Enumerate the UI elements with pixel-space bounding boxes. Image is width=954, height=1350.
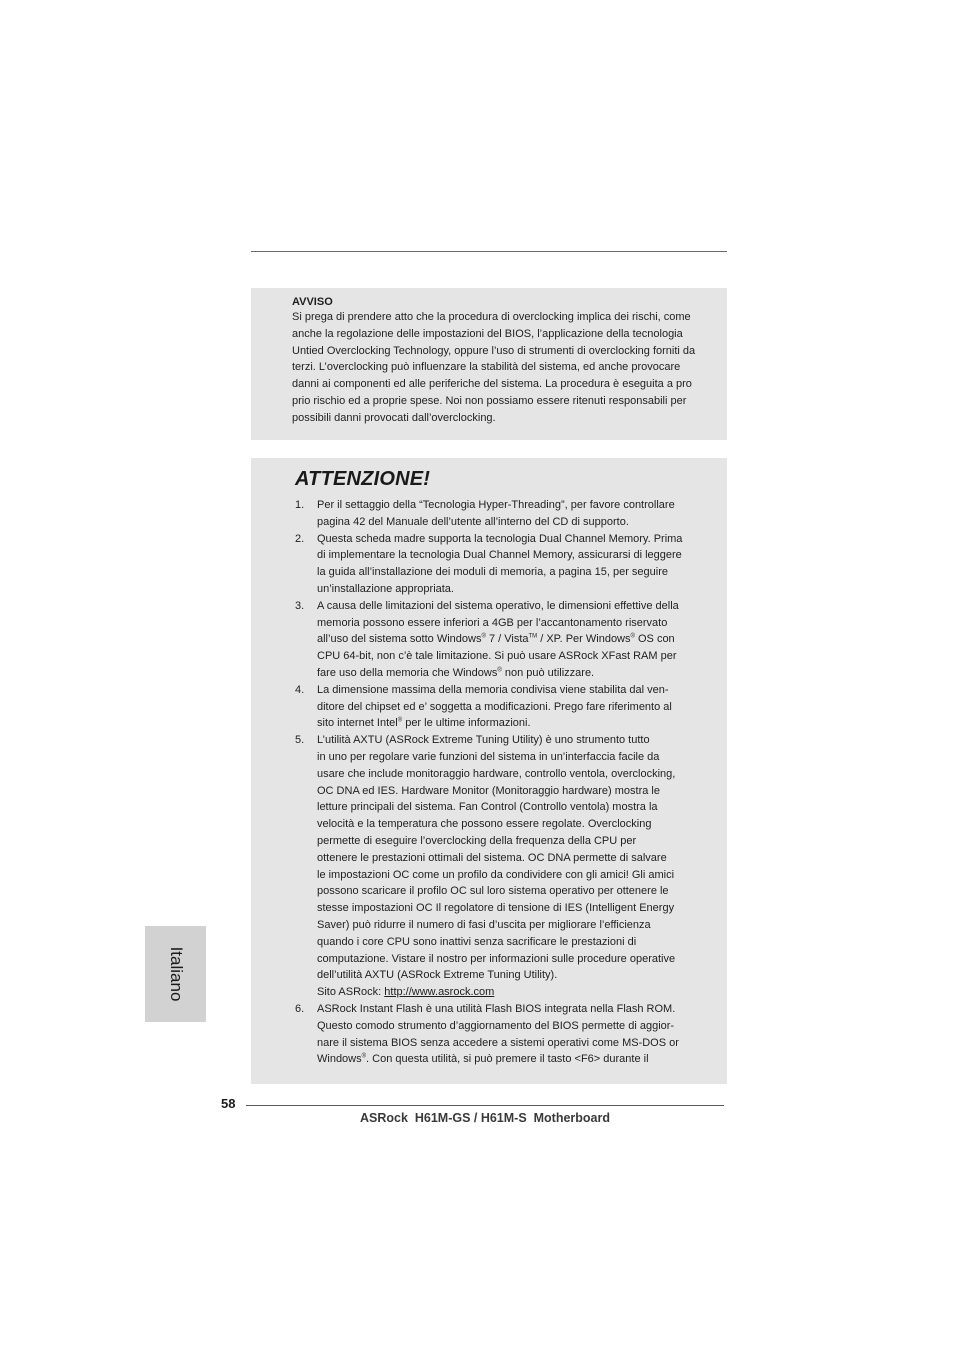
item-text-segment: non può utilizzare.	[501, 666, 595, 679]
warning-list	[295, 497, 715, 1068]
item-number: 1.	[295, 499, 305, 511]
top-divider	[251, 251, 727, 252]
item-text-segment: / XP. Per Windows	[537, 633, 631, 646]
registered-mark: ®	[630, 633, 635, 640]
registered-mark: ®	[361, 1053, 367, 1060]
item-text-segment: sito internet Intel	[317, 717, 398, 730]
footer-divider	[246, 1105, 724, 1106]
registered-mark: ®	[481, 633, 486, 640]
list-item	[295, 682, 715, 732]
item-text-segment: . Con questa utilità, si può premere il tasto <F6> durante il	[366, 1053, 649, 1066]
item-text	[317, 1001, 715, 1068]
registered-mark: ®	[397, 717, 403, 724]
item-text	[317, 732, 715, 1001]
item-line: La dimensione massima della memoria condivisa viene stabilita dal ven-	[317, 683, 669, 696]
item-line: ASRock Instant Flash è una utilità Flash BIOS integrata nella Flash ROM.	[317, 1002, 676, 1015]
notice-line: Si prega di prendere atto che la procedura di overclocking implica dei rischi, come	[292, 311, 691, 323]
item-line: stesse impostazioni OC Il regolatore di tensione di IES (Intelligent Energy	[317, 902, 675, 915]
item-line	[317, 665, 715, 682]
language-side-tab	[145, 926, 206, 1022]
asrock-site-line	[317, 984, 715, 1001]
item-number: 5.	[295, 734, 305, 747]
item-line: usare che include monitoraggio hardware, controllo ventola, overclocking,	[317, 767, 676, 780]
item-line: OC DNA ed IES. Hardware Monitor (Monitoraggio hardware) mostra le	[317, 784, 660, 797]
list-item	[295, 497, 715, 531]
item-text	[317, 598, 715, 682]
warning-title: ATTENZIONE!	[295, 468, 431, 490]
item-line: Questa scheda madre supporta la tecnologia Dual Channel Memory. Prima	[317, 532, 683, 545]
item-line: un’installazione appropriata.	[317, 582, 454, 595]
notice-line: terzi. L’overclocking può influenzare la stabilità del sistema, ed anche provocare	[292, 361, 681, 374]
item-line: L’utilità AXTU (ASRock Extreme Tuning Utility) è uno strumento tutto	[317, 734, 650, 747]
item-text-segment: 7 / Vista	[485, 633, 529, 646]
site-label: Sito ASRock:	[317, 986, 385, 999]
notice-box	[251, 288, 727, 440]
item-line: memoria possono essere inferiori a 4GB per l’accantonamento riservato	[317, 616, 668, 629]
item-line: di implementare la tecnologia Dual Channel Memory, assicurarsi di leggere	[317, 549, 682, 562]
item-line: ditore del chipset ed e’ soggetta a modificazioni. Prego fare riferimento al	[317, 700, 672, 713]
item-line	[317, 1051, 715, 1068]
item-line: Questo comodo strumento d’aggiornamento del BIOS permette di aggior-	[317, 1019, 675, 1032]
item-line	[317, 631, 715, 648]
item-line: possono scaricare il profilo OC sul loro sistema operativo per ottenere le	[317, 885, 669, 898]
item-line: ottenere le prestazioni ottimali del sistema. OC DNA permette di salvare	[317, 851, 667, 864]
notice-line: possibili danni provocati dall’overclocking.	[292, 411, 496, 424]
item-line: permette di eseguire l’overclocking della frequenza della CPU per	[317, 834, 637, 847]
notice-line: anche la regolazione delle impostazioni del BIOS, l’applicazione della tecnologia	[292, 327, 683, 340]
item-line: pagina 42 del Manuale dell’utente all’interno del CD di supporto.	[317, 515, 629, 528]
item-text	[317, 531, 715, 598]
item-number: 3.	[295, 599, 305, 612]
item-number: 6.	[295, 1002, 305, 1015]
list-item	[295, 1001, 715, 1068]
asrock-website-link[interactable]: http://www.asrock.com	[384, 986, 495, 999]
footer-model-name: ASRock H61M-GS / H61M-S Motherboard	[359, 1111, 611, 1125]
item-line: A causa delle limitazioni del sistema operativo, le dimensioni effettive della	[317, 599, 679, 612]
item-text-segment: OS con	[634, 633, 675, 646]
list-item	[295, 531, 715, 598]
trademark-mark: TM	[528, 633, 538, 640]
list-item	[295, 598, 715, 682]
item-number: 2.	[295, 532, 305, 545]
notice-line: danni ai componenti ed alle periferiche del sistema. La procedura è eseguita a pro	[292, 378, 692, 391]
item-line: nare il sistema BIOS senza accedere a sistemi operativi come MS-DOS or	[317, 1036, 679, 1049]
item-number: 4.	[295, 683, 305, 696]
notice-title: AVVISO	[292, 296, 333, 308]
registered-mark: ®	[497, 667, 502, 674]
language-label: Italiano	[166, 946, 186, 1002]
list-item	[295, 732, 715, 1001]
item-line: computazione. Vistare il nostro per informazioni sulle procedure operative	[317, 952, 676, 965]
item-line: quando i core CPU sono inattivi senza sacrificare le prestazioni di	[317, 935, 637, 948]
notice-line: prio rischio ed a proprie spese. Noi non possiamo essere ritenuti responsabili per	[292, 394, 687, 407]
item-text-segment: fare uso della memoria che Windows	[317, 666, 498, 679]
item-text-segment: all’uso del sistema sotto Windows	[317, 633, 482, 646]
page-number: 58	[221, 1096, 236, 1111]
item-line: dell’utilità AXTU (ASRock Extreme Tuning Utility).	[317, 969, 558, 982]
item-text	[317, 682, 715, 732]
item-line: velocità e la temperatura che possono essere regolate. Overclocking	[317, 818, 652, 831]
item-line: le impostazioni OC come un profilo da condividere con gli amici! Gli amici	[317, 868, 675, 881]
item-line: CPU 64-bit, non c’è tale limitazione. Si può usare ASRock XFast RAM per	[317, 650, 677, 663]
item-line: letture principali del sistema. Fan Control (Controllo ventola) mostra la	[317, 801, 658, 814]
item-text	[317, 497, 715, 531]
item-line: la guida all’installazione dei moduli di memoria, a pagina 15, per seguire	[317, 566, 668, 579]
notice-content	[292, 295, 712, 427]
item-line	[317, 715, 715, 732]
item-line: Saver) può ridurre il numero di fasi d’uscita per migliorare l’efficienza	[317, 918, 651, 931]
item-line: Per il settaggio della “Tecnologia Hyper-Threading”, per favore controllare	[317, 499, 675, 511]
item-line: in uno per regolare varie funzioni del sistema in un’interfaccia facile da	[317, 750, 660, 763]
warning-box	[251, 458, 727, 1084]
item-text-segment: per le ultime informazioni.	[402, 717, 531, 730]
item-text-segment: Windows	[317, 1053, 362, 1066]
notice-line: Untied Overclocking Technology, oppure l’uso di strumenti di overclocking forniti da	[292, 344, 696, 357]
